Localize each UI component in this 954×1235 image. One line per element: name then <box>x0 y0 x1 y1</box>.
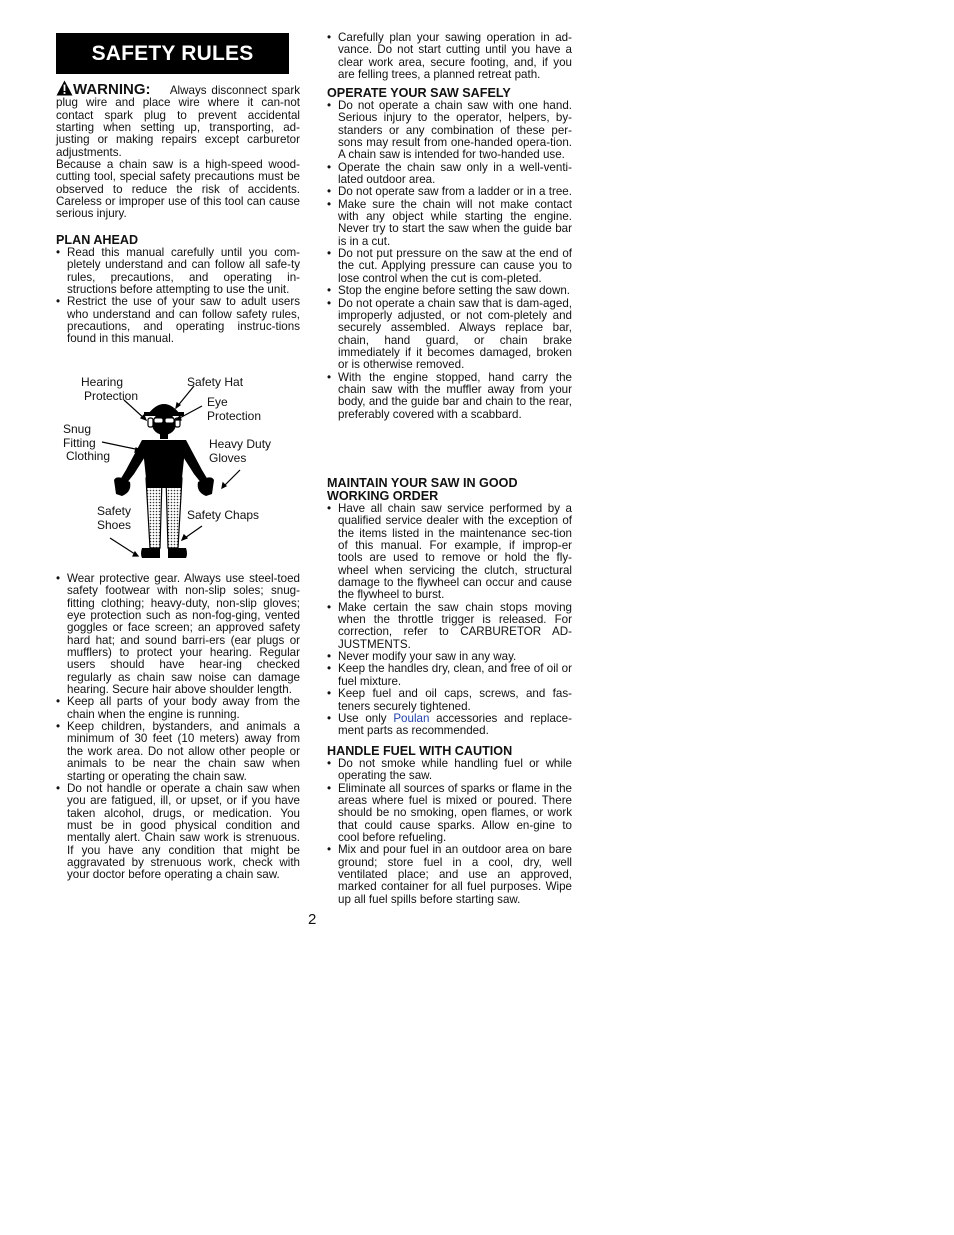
list-item: • Have all chain saw service performed by a qualified service dealer with the exception of the items listed in the maintenance sec-tion of this manual. For example, if improp-er tools are used to remove or hold the fly-wheel when servicing the clutch, structural damage to the flywheel can occur and cause the flywheel to burst. <box>327 503 572 602</box>
operate-heading: OPERATE YOUR SAW SAFELY <box>327 86 511 100</box>
gear-section <box>56 573 300 882</box>
label-safety: Safety <box>97 504 132 518</box>
warning-triangle-icon <box>56 80 73 96</box>
list-item: • Do not operate a chain saw with one hand. Serious injury to the operator, helpers, by-standers or any combination of these per-sons may result from one-handed opera-tion. A chain saw is intended for two-handed use. <box>327 100 572 162</box>
list-item: • Keep the handles dry, clean, and free of oil or fuel mixture. <box>327 663 572 688</box>
warning-text: Always disconnect spark plug wire and place wire where it can-not contact spark plug to prevent accidental starting when setting up, transporting, ad-justing or making repairs except carburetor adjustments. <box>56 84 300 159</box>
warning-label: WARNING: <box>73 81 151 98</box>
label-safety-hat: Safety Hat <box>187 375 244 389</box>
plan-operation-section <box>327 32 572 81</box>
list-item: • Do not operate saw from a ladder or in a tree. <box>327 186 572 198</box>
warning-text-2: Because a chain saw is a high-speed wood-cutting tool, special safety precautions must be observed to reduce the risk of accidents. Careless or improper use of this tool can cause serious injury. <box>56 158 300 221</box>
use-only-text: Use only <box>338 711 387 725</box>
protective-gear-figure <box>56 372 300 568</box>
label-safety-chaps: Safety Chaps <box>187 508 260 522</box>
list-item: • Keep children, bystanders, and animals a minimum of 30 feet (10 meters) away from the work area. Do not allow other people or animals to be near the chain saw when starting or operating the chain saw. <box>56 721 300 783</box>
label-hearing: Hearing <box>81 375 124 389</box>
list-item: • Keep fuel and oil caps, screws, and fas-teners securely tightened. <box>327 688 572 713</box>
list-item: • Wear protective gear. Always use steel-toed safety footwear with non-slip soles; snug-fitting clothing; heavy-duty, non-slip gloves; eye protection such as non-fog-ging, vented goggles or face screen; an approved safety hard hat; and sound barri-ers (ear plugs or mufflers) to protect your hearing. Regular users should have hear-ing checked regularly as chain saw noise can damage hearing. Secure hair above shoulder length. <box>56 573 300 696</box>
list-item <box>327 713 572 738</box>
label-clothing: Clothing <box>66 449 111 463</box>
maintain-section <box>327 477 572 738</box>
fuel-heading: HANDLE FUEL WITH CAUTION <box>327 744 513 758</box>
list-item: • Make certain the saw chain stops moving when the throttle trigger is released. For correction, refer to CARBURETOR AD-JUSTMENTS. <box>327 602 572 651</box>
plan-operation-list <box>327 32 572 81</box>
warning-block <box>56 80 300 221</box>
list-item: • Do not smoke while handling fuel or while operating the saw. <box>327 758 572 783</box>
gear-list <box>56 573 300 882</box>
label-snug: Snug <box>63 422 92 436</box>
label-heavy-duty: Heavy Duty <box>209 437 272 451</box>
plan-ahead-list <box>56 247 300 346</box>
operate-section <box>327 87 572 421</box>
label-eye: Eye <box>207 395 228 409</box>
section-title: SAFETY RULES <box>56 33 289 74</box>
list-item: • Restrict the use of your saw to adult users who understand and can follow safety rules, precautions, and operating instruc-tions found in this manual. <box>56 296 300 345</box>
label-eye-protection: Protection <box>207 409 262 423</box>
label-fitting: Fitting <box>63 436 96 450</box>
maintain-heading: MAINTAIN YOUR SAW IN GOOD WORKING ORDER <box>327 476 518 503</box>
plan-ahead-section <box>56 234 300 346</box>
list-item: • Do not operate a chain saw that is dam-aged, improperly adjusted, or not com-pletely and securely assembled. Always replace bar, chain, hand guard, or chain brake immediately if it becomes damaged, broken or is otherwise removed. <box>327 298 572 372</box>
accessories-text: accessories and replace-ment parts as recommended. <box>338 711 572 738</box>
list-item: • Do not handle or operate a chain saw when you are fatigued, ill, or upset, or if you have taken alcohol, drugs, or medication. You must be in good physical condition and mentally alert. Chain saw work is strenuous. If you have any condition that might be aggravated by strenuous work, check with your doctor before operating a chain saw. <box>56 783 300 882</box>
list-item: • Carefully plan your sawing operation in ad-vance. Do not start cutting until you have a clear work area, secure footing, and, if you are felling trees, a planned retreat path. <box>327 32 572 81</box>
label-hearing-protection: Protection <box>84 389 139 403</box>
brand-link[interactable]: Poulan <box>393 711 430 725</box>
list-item: • Eliminate all sources of sparks or flame in the areas where fuel is mixed or poured. There should be no smoking, open flames, or work that could cause sparks. Allow en-gine to cool before refueling. <box>327 783 572 845</box>
list-item: • Never modify your saw in any way. <box>327 651 572 663</box>
list-item: • Mix and pour fuel in an outdoor area on bare ground; store fuel in a cool, dry, well ventilated place; and use an approved, marked container for all fuel purposes. Wipe up all fuel spills before starting saw. <box>327 844 572 906</box>
label-shoes: Shoes <box>97 518 132 532</box>
list-item: • Read this manual carefully until you com-pletely understand and can follow all safe-ty rules, precautions, and operating in-structions before attempting to use the unit. <box>56 247 300 296</box>
label-gloves: Gloves <box>209 451 247 465</box>
fuel-list <box>327 758 572 906</box>
list-item: • Do not put pressure on the saw at the end of the cut. Applying pressure can cause you to lose control when the cut is com-pleted. <box>327 248 572 285</box>
plan-ahead-heading: PLAN AHEAD <box>56 233 139 247</box>
list-item: • Stop the engine before setting the saw down. <box>327 285 572 297</box>
list-item: • Operate the chain saw only in a well-venti-lated outdoor area. <box>327 162 572 187</box>
page-number: 2 <box>308 911 317 928</box>
fuel-section <box>327 745 572 906</box>
list-item: • Make sure the chain will not make contact with any object while starting the engine. Never try to start the saw when the guide bar is in a cut. <box>327 199 572 248</box>
list-item: • Keep all parts of your body away from the chain when the engine is running. <box>56 696 300 721</box>
list-item: • With the engine stopped, hand carry the chain saw with the muffler away from your body, and the guide bar and chain to the rear, preferably covered with a scabbard. <box>327 372 572 421</box>
maintain-list <box>327 503 572 738</box>
operate-list <box>327 100 572 421</box>
